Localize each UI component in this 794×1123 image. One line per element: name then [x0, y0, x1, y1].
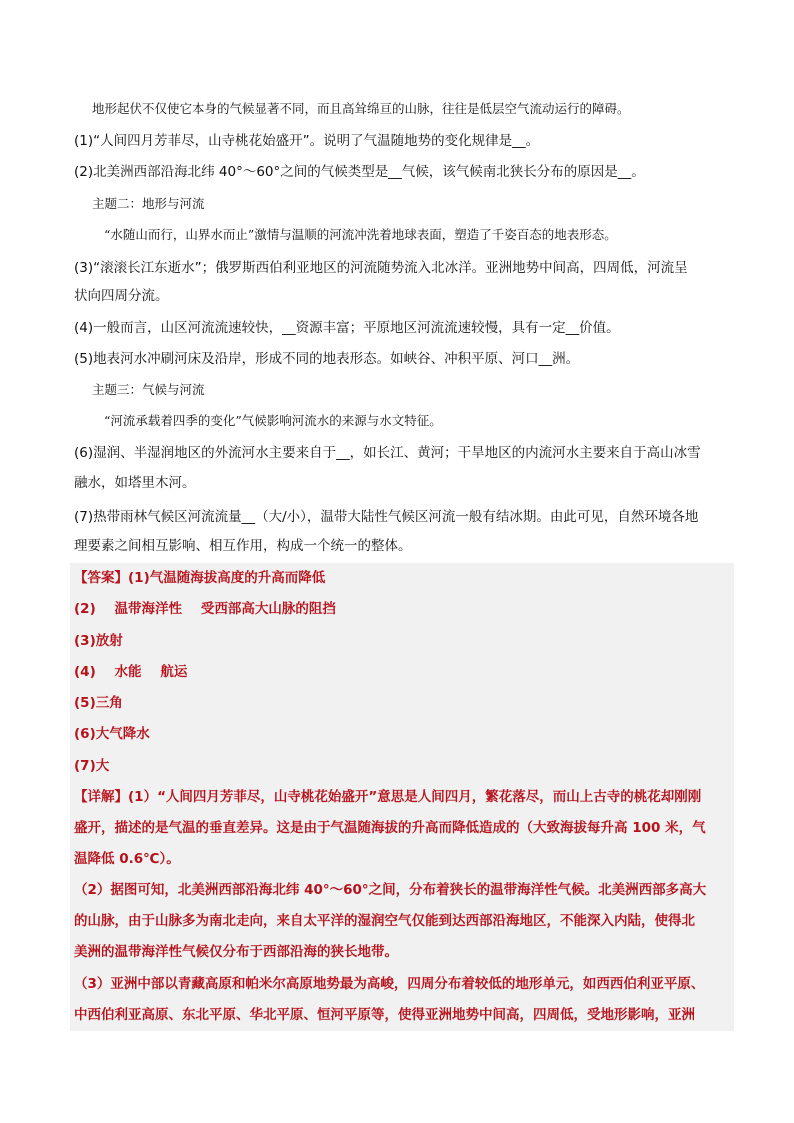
explain-1-row — [74, 787, 701, 807]
answer-tag: 【答案】 — [74, 570, 128, 586]
explain-1-line-3: 温降低 0.6℃）。 — [74, 851, 180, 867]
answer-1-row — [74, 568, 325, 588]
question-4: (4)一般而言，山区河流流速较快，__资源丰富；平原地区河流流速较慢，具有一定__价值。 — [74, 320, 620, 336]
explain-1-line-1: (1）“人间四月芳菲尽，山寺桃花始盛开”意思是人间四月，繁花落尽，而山上古寺的桃花却刚刚 — [128, 789, 702, 805]
intro-paragraph-1: 地形起伏不仅使它本身的气候显著不同，而且高耸绵亘的山脉，往往是低层空气流动运行的障碍。 — [92, 101, 630, 116]
question-6-line-2: 融水，如塔里木河。 — [74, 475, 196, 491]
theme-3-heading: 主题三：气候与河流 — [92, 382, 205, 397]
answer-7: (7)大 — [74, 758, 110, 774]
question-2: (2)北美洲西部沿海北纬 40°～60°之间的气候类型是__气候，该气候南北狭长分布的原因是__。 — [74, 164, 645, 180]
explain-2-line-1: （2）据图可知，北美洲西部沿海北纬 40°～60°之间，分布着狭长的温带海洋性气候。北美洲西部多高大 — [74, 882, 707, 898]
explain-3-line-2: 中西伯利亚高原、东北平原、华北平原、恒河平原等，使得亚洲地势中间高，四周低，受地形影响，亚洲 — [74, 1007, 695, 1023]
answer-5: (5)三角 — [74, 695, 123, 711]
question-7-line-1: (7)热带雨林气候区河流流量__（大/小），温带大陆性气候区河流一般有结冰期。由此可见，自然环境各地 — [74, 509, 699, 525]
question-1: (1)“人间四月芳菲尽，山寺桃花始盛开”。说明了气温随地势的变化规律是__。 — [74, 133, 540, 149]
theme-2-heading: 主题二：地形与河流 — [92, 196, 205, 211]
question-3-line-2: 状向四周分流。 — [74, 288, 169, 304]
intro-paragraph-3: “河流承载着四季的变化”气候影响河流水的来源与水文特征。 — [104, 413, 442, 428]
answer-2: (2) 温带海洋性 受西部高大山脉的阻挡 — [74, 601, 336, 617]
explain-3-line-1: （3）亚洲中部以青藏高原和帕米尔高原地势最为高峻，四周分布着较低的地形单元，如西西伯利亚平原、 — [74, 976, 705, 992]
question-5: (5)地表河水冲刷河床及沿岸，形成不同的地表形态。如峡谷、冲积平原、河口__洲。 — [74, 351, 580, 367]
explain-2-line-2: 的山脉，由于山脉多为南北走向，来自太平洋的湿润空气仅能到达西部沿海地区，不能深入内陆，使得北 — [74, 913, 695, 929]
question-3-line-1: (3)“滚滚长江东逝水”；俄罗斯西伯利亚地区的河流随势流入北冰洋。亚洲地势中间高，四周低，河流呈 — [74, 260, 688, 276]
intro-paragraph-2: “水随山而行，山界水而止”激情与温顺的河流冲洗着地球表面，塑造了千姿百态的地表形态。 — [104, 227, 617, 242]
answer-4: (4) 水能 航运 — [74, 664, 188, 680]
answer-6: (6)大气降水 — [74, 726, 150, 742]
explain-tag: 【详解】 — [74, 789, 128, 805]
question-7-line-2: 理要素之间相互影响、相互作用，构成一个统一的整体。 — [74, 538, 412, 554]
answer-1: (1)气温随海拔高度的升高而降低 — [128, 570, 326, 586]
question-6-line-1: (6)湿润、半湿润地区的外流河水主要来自于__，如长江、黄河；干旱地区的内流河水主要来自于高山冰雪 — [74, 445, 701, 461]
answer-3: (3)放射 — [74, 633, 123, 649]
explain-1-line-2: 盛开，描述的是气温的垂直差异。这是由于气温随海拔的升高而降低造成的（大致海拔每升高 100 米，气 — [74, 820, 706, 836]
explain-2-line-3: 美洲的温带海洋性气候仅分布于西部沿海的狭长地带。 — [74, 944, 398, 960]
